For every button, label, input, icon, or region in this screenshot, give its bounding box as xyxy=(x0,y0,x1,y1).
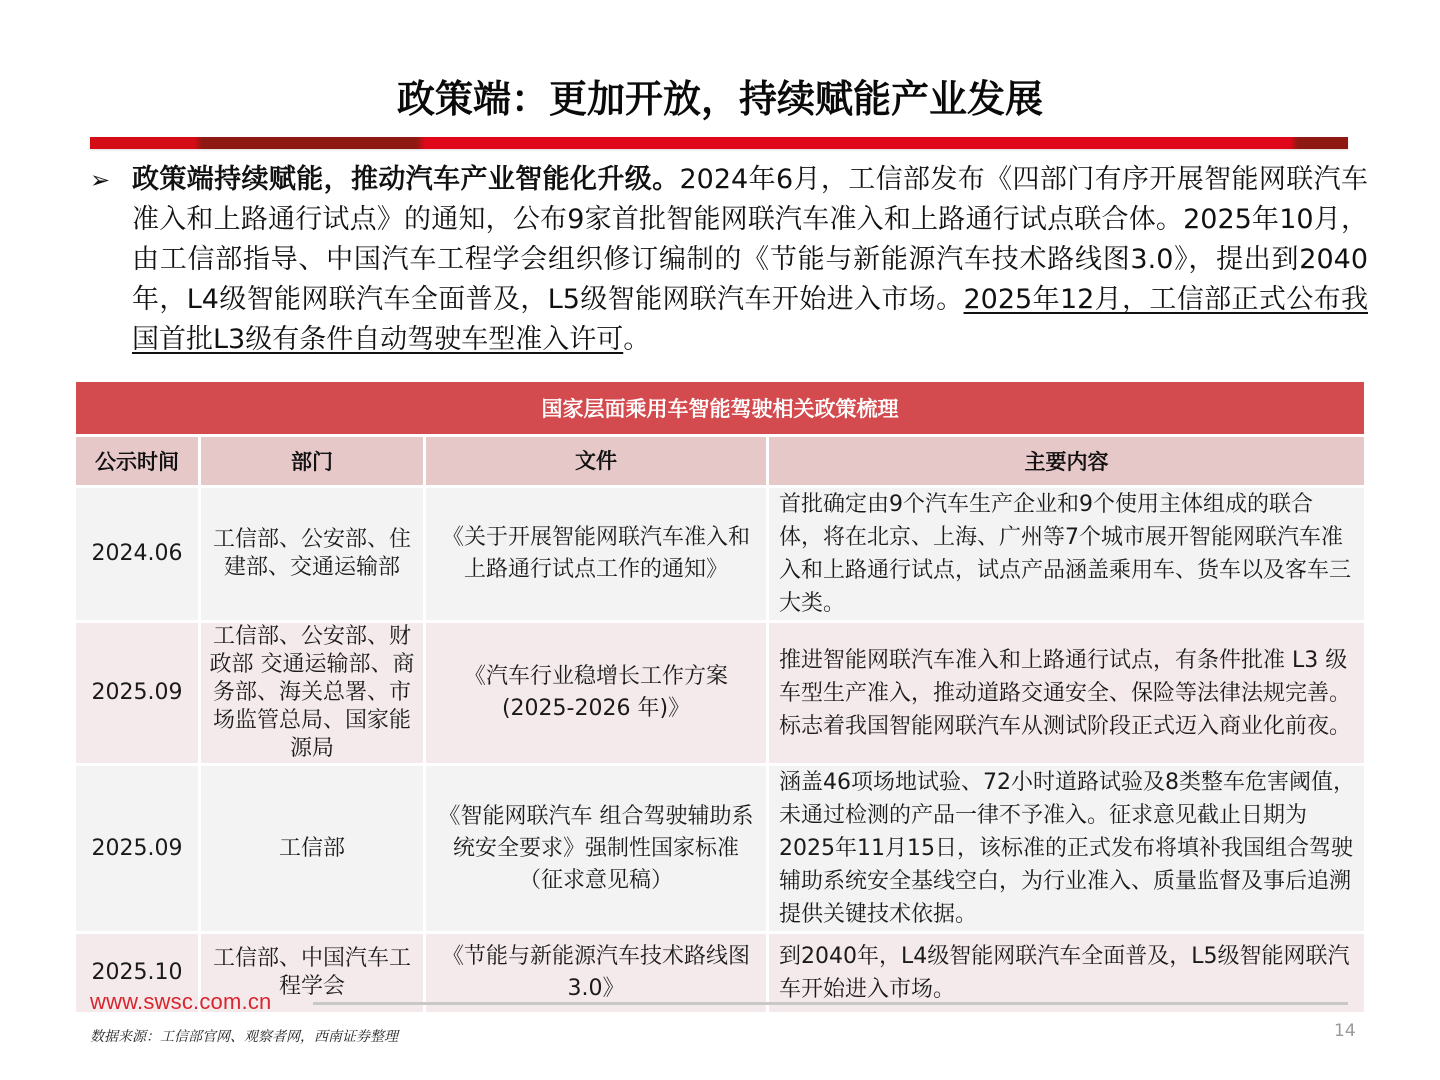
table-row xyxy=(76,766,1364,934)
cell-dept: 工信部 xyxy=(201,766,426,934)
page-number: 14 xyxy=(1334,1021,1356,1041)
header-content: 主要内容 xyxy=(769,437,1364,488)
table-caption: 国家层面乘用车智能驾驶相关政策梳理 xyxy=(76,382,1364,437)
cell-dept: 工信部、公安部、财政部 交通运输部、商务部、海关总署、市场监管总局、国家能源局 xyxy=(201,623,426,766)
intro-paragraph xyxy=(90,160,1380,360)
cell-date: 2025.09 xyxy=(76,623,201,766)
cell-doc: 《汽车行业稳增长工作方案(2025-2026 年)》 xyxy=(426,623,769,766)
data-source-note: 数据来源：工信部官网、观察者网，西南证券整理 xyxy=(90,1029,398,1045)
cell-doc: 《关于开展智能网联汽车准入和上路通行试点工作的通知》 xyxy=(426,488,769,623)
cell-date: 2025.09 xyxy=(76,766,201,934)
table-row xyxy=(76,488,1364,623)
intro-text xyxy=(132,160,1368,360)
slide-title: 政策端：更加开放，持续赋能产业发展 xyxy=(396,77,1043,121)
header-date: 公示时间 xyxy=(76,437,201,488)
policy-table xyxy=(76,382,1364,1015)
arrow-bullet-icon: ➢ xyxy=(90,166,111,194)
cell-content: 推进智能网联汽车准入和上路通行试点，有条件批准 L3 级车型生产准入，推动道路交通安全、保险等法律法规完善。标志着我国智能网联汽车从测试阶段正式迈入商业化前夜。 xyxy=(769,623,1364,766)
footer-website-link[interactable]: www.swsc.com.cn xyxy=(90,989,272,1014)
intro-tail: 。 xyxy=(623,324,651,355)
cell-doc: 《节能与新能源汽车技术路线图3.0》 xyxy=(426,934,769,1015)
intro-body: 2024年6月，工信部发布《四部门有序开展智能网联汽车准入和上路通行试点》的通知，公布9家首批智能网联汽车准入和上路通行试点联合体。2025年10月，由工信部指导、中国汽车工程学会组织修订编制的《节能与新能源汽车技术路线图3.0》，提出到2040年，L4级智能网联汽车全面普及，L5级智能网联汽车开始进入市场。 xyxy=(132,164,1369,315)
header-dept: 部门 xyxy=(201,437,426,488)
cell-content: 涵盖46项场地试验、72小时道路试验及8类整车危害阈值，未通过检测的产品一律不予准入。征求意见截止日期为2025年11月15日，该标准的正式发布将填补我国组合驾驶辅助系统安全基线空白，为行业准入、质量监督及事后追溯提供关键技术依据。 xyxy=(769,766,1364,934)
cell-date: 2024.06 xyxy=(76,488,201,623)
cell-date: 2025.10 xyxy=(76,934,201,1015)
cell-content: 首批确定由9个汽车生产企业和9个使用主体组成的联合体，将在北京、上海、广州等7个城市展开智能网联汽车准入和上路通行试点，试点产品涵盖乘用车、货车以及客车三大类。 xyxy=(769,488,1364,623)
table-row xyxy=(76,623,1364,766)
cell-dept: 工信部、公安部、住建部、交通运输部 xyxy=(201,488,426,623)
table-header-row xyxy=(76,437,1364,488)
header-doc: 文件 xyxy=(426,437,769,488)
cell-doc: 《智能网联汽车 组合驾驶辅助系统安全要求》强制性国家标准（征求意见稿） xyxy=(426,766,769,934)
cell-dept: 工信部、中国汽车工程学会 xyxy=(201,934,426,1015)
intro-lead: 政策端持续赋能，推动汽车产业智能化升级。 xyxy=(132,164,680,195)
footer-divider xyxy=(313,1002,1348,1005)
title-divider-bar xyxy=(90,137,1348,149)
cell-content: 到2040年，L4级智能网联汽车全面普及，L5级智能网联汽车开始进入市场。 xyxy=(769,934,1364,1015)
intro-underlined: 2025年12月，工信部正式公布我国首批L3级有条件自动驾驶车型准入许可 xyxy=(132,284,1368,355)
